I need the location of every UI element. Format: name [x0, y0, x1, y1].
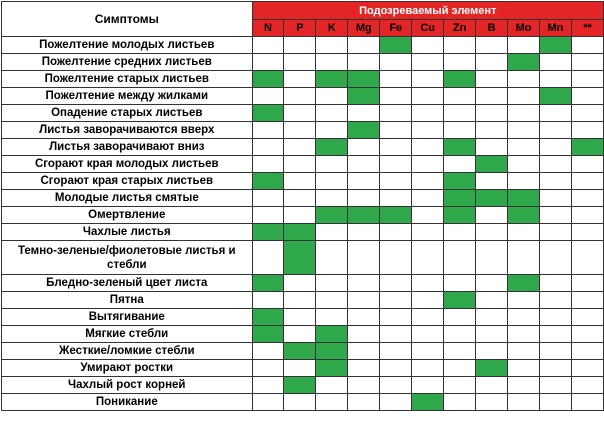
- indicator-cell-b: [476, 377, 508, 394]
- indicator-cell-mo: [508, 377, 540, 394]
- indicator-cell-mg: [348, 207, 380, 224]
- indicator-cell-n: [252, 139, 284, 156]
- indicator-cell-b: [476, 394, 508, 411]
- indicator-cell-fe: [380, 122, 412, 139]
- indicator-cell-mn: [539, 309, 571, 326]
- indicator-cell-b: [476, 37, 508, 54]
- element-header-p: P: [284, 20, 316, 37]
- indicator-cell-b: [476, 156, 508, 173]
- indicator-cell-cu: [412, 71, 444, 88]
- element-header-other: **: [571, 20, 603, 37]
- indicator-cell-k: [316, 156, 348, 173]
- indicator-cell-zn: [444, 377, 476, 394]
- symptom-label: Пожелтение молодых листьев: [2, 37, 253, 54]
- indicator-cell-fe: [380, 173, 412, 190]
- table-row: [2, 377, 604, 394]
- element-header-mo: Mo: [508, 20, 540, 37]
- indicator-cell-n: [252, 343, 284, 360]
- indicator-cell-n: [252, 54, 284, 71]
- indicator-cell-mg: [348, 377, 380, 394]
- indicator-cell-mo: [508, 224, 540, 241]
- indicator-cell-n: [252, 292, 284, 309]
- indicator-cell-fe: [380, 309, 412, 326]
- symptom-label: Молодые листья смятые: [2, 190, 253, 207]
- indicator-cell-k: [316, 241, 348, 275]
- indicator-cell-mo: [508, 343, 540, 360]
- indicator-cell-mo: [508, 360, 540, 377]
- indicator-cell-k: [316, 54, 348, 71]
- indicator-cell-zn: [444, 224, 476, 241]
- indicator-cell-mg: [348, 173, 380, 190]
- indicator-cell-cu: [412, 275, 444, 292]
- symptom-label: Умирают ростки: [2, 360, 253, 377]
- indicator-cell-other: [571, 139, 603, 156]
- indicator-cell-other: [571, 326, 603, 343]
- indicator-cell-cu: [412, 88, 444, 105]
- suspected-element-header: Подозреваемый элемент: [252, 2, 603, 20]
- indicator-cell-mg: [348, 37, 380, 54]
- indicator-cell-other: [571, 207, 603, 224]
- indicator-cell-other: [571, 360, 603, 377]
- indicator-cell-zn: [444, 326, 476, 343]
- indicator-cell-p: [284, 190, 316, 207]
- table-row: [2, 122, 604, 139]
- indicator-cell-p: [284, 88, 316, 105]
- indicator-cell-zn: [444, 309, 476, 326]
- indicator-cell-k: [316, 224, 348, 241]
- symptoms-header: Симптомы: [2, 2, 253, 37]
- indicator-cell-p: [284, 71, 316, 88]
- indicator-cell-cu: [412, 309, 444, 326]
- symptom-label: Пожелтение средних листьев: [2, 54, 253, 71]
- indicator-cell-other: [571, 224, 603, 241]
- indicator-cell-other: [571, 88, 603, 105]
- indicator-cell-p: [284, 224, 316, 241]
- symptom-label: Листья заворачивают вниз: [2, 139, 253, 156]
- indicator-cell-other: [571, 105, 603, 122]
- indicator-cell-mo: [508, 139, 540, 156]
- symptom-label: Чахлые листья: [2, 224, 253, 241]
- indicator-cell-mo: [508, 71, 540, 88]
- indicator-cell-other: [571, 156, 603, 173]
- indicator-cell-fe: [380, 139, 412, 156]
- indicator-cell-cu: [412, 207, 444, 224]
- indicator-cell-mg: [348, 275, 380, 292]
- table-row: [2, 275, 604, 292]
- indicator-cell-b: [476, 71, 508, 88]
- indicator-cell-other: [571, 343, 603, 360]
- indicator-cell-k: [316, 377, 348, 394]
- indicator-cell-n: [252, 394, 284, 411]
- indicator-cell-b: [476, 224, 508, 241]
- indicator-cell-k: [316, 360, 348, 377]
- indicator-cell-k: [316, 71, 348, 88]
- indicator-cell-zn: [444, 241, 476, 275]
- indicator-cell-zn: [444, 54, 476, 71]
- symptom-label: Чахлый рост корней: [2, 377, 253, 394]
- indicator-cell-mn: [539, 190, 571, 207]
- indicator-cell-cu: [412, 156, 444, 173]
- table-row: [2, 309, 604, 326]
- indicator-cell-mg: [348, 105, 380, 122]
- indicator-cell-other: [571, 377, 603, 394]
- indicator-cell-n: [252, 241, 284, 275]
- indicator-cell-b: [476, 309, 508, 326]
- indicator-cell-b: [476, 105, 508, 122]
- indicator-cell-zn: [444, 88, 476, 105]
- indicator-cell-mn: [539, 54, 571, 71]
- indicator-cell-fe: [380, 377, 412, 394]
- indicator-cell-k: [316, 207, 348, 224]
- indicator-cell-p: [284, 377, 316, 394]
- indicator-cell-zn: [444, 394, 476, 411]
- indicator-cell-other: [571, 292, 603, 309]
- indicator-cell-cu: [412, 105, 444, 122]
- symptom-label: Жесткие/ломкие стебли: [2, 343, 253, 360]
- indicator-cell-mo: [508, 292, 540, 309]
- indicator-cell-other: [571, 71, 603, 88]
- indicator-cell-mo: [508, 54, 540, 71]
- indicator-cell-fe: [380, 190, 412, 207]
- table-row: [2, 105, 604, 122]
- indicator-cell-mo: [508, 241, 540, 275]
- table-row: [2, 360, 604, 377]
- indicator-cell-n: [252, 275, 284, 292]
- indicator-cell-k: [316, 37, 348, 54]
- indicator-cell-fe: [380, 360, 412, 377]
- indicator-cell-zn: [444, 139, 476, 156]
- indicator-cell-p: [284, 122, 316, 139]
- indicator-cell-cu: [412, 173, 444, 190]
- indicator-cell-mn: [539, 173, 571, 190]
- indicator-cell-b: [476, 173, 508, 190]
- indicator-cell-mg: [348, 71, 380, 88]
- indicator-cell-other: [571, 241, 603, 275]
- indicator-cell-zn: [444, 207, 476, 224]
- indicator-cell-mn: [539, 394, 571, 411]
- indicator-cell-other: [571, 275, 603, 292]
- indicator-cell-mg: [348, 122, 380, 139]
- indicator-cell-p: [284, 173, 316, 190]
- indicator-cell-n: [252, 122, 284, 139]
- indicator-cell-mo: [508, 173, 540, 190]
- indicator-cell-other: [571, 309, 603, 326]
- indicator-cell-fe: [380, 37, 412, 54]
- indicator-cell-n: [252, 156, 284, 173]
- indicator-cell-zn: [444, 360, 476, 377]
- indicator-cell-mo: [508, 309, 540, 326]
- indicator-cell-other: [571, 37, 603, 54]
- indicator-cell-k: [316, 326, 348, 343]
- indicator-cell-b: [476, 139, 508, 156]
- indicator-cell-zn: [444, 190, 476, 207]
- indicator-cell-fe: [380, 292, 412, 309]
- indicator-cell-k: [316, 275, 348, 292]
- indicator-cell-mn: [539, 88, 571, 105]
- indicator-cell-fe: [380, 105, 412, 122]
- symptoms-table: [1, 1, 604, 411]
- indicator-cell-zn: [444, 156, 476, 173]
- indicator-cell-cu: [412, 292, 444, 309]
- indicator-cell-mo: [508, 207, 540, 224]
- indicator-cell-mo: [508, 156, 540, 173]
- indicator-cell-other: [571, 54, 603, 71]
- table-row: [2, 343, 604, 360]
- indicator-cell-cu: [412, 394, 444, 411]
- indicator-cell-b: [476, 275, 508, 292]
- indicator-cell-p: [284, 241, 316, 275]
- symptom-label: Пожелтение между жилками: [2, 88, 253, 105]
- symptom-label: Поникание: [2, 394, 253, 411]
- indicator-cell-b: [476, 326, 508, 343]
- indicator-cell-n: [252, 173, 284, 190]
- symptom-label: Омертвление: [2, 207, 253, 224]
- symptom-label: Мягкие стебли: [2, 326, 253, 343]
- indicator-cell-p: [284, 309, 316, 326]
- indicator-cell-n: [252, 224, 284, 241]
- indicator-cell-fe: [380, 343, 412, 360]
- indicator-cell-fe: [380, 71, 412, 88]
- indicator-cell-mo: [508, 275, 540, 292]
- indicator-cell-n: [252, 377, 284, 394]
- element-header-mn: Mn: [539, 20, 571, 37]
- indicator-cell-k: [316, 190, 348, 207]
- indicator-cell-b: [476, 207, 508, 224]
- symptom-label: Сгорают края молодых листьев: [2, 156, 253, 173]
- indicator-cell-b: [476, 241, 508, 275]
- indicator-cell-mo: [508, 190, 540, 207]
- indicator-cell-mg: [348, 292, 380, 309]
- symptom-label: Пятна: [2, 292, 253, 309]
- table-row: [2, 54, 604, 71]
- indicator-cell-b: [476, 122, 508, 139]
- indicator-cell-b: [476, 190, 508, 207]
- indicator-cell-cu: [412, 377, 444, 394]
- indicator-cell-mn: [539, 71, 571, 88]
- indicator-cell-n: [252, 190, 284, 207]
- indicator-cell-p: [284, 275, 316, 292]
- indicator-cell-cu: [412, 224, 444, 241]
- indicator-cell-n: [252, 71, 284, 88]
- indicator-cell-mn: [539, 326, 571, 343]
- indicator-cell-other: [571, 122, 603, 139]
- indicator-cell-fe: [380, 394, 412, 411]
- table-row: [2, 207, 604, 224]
- table-row: [2, 241, 604, 275]
- indicator-cell-b: [476, 88, 508, 105]
- indicator-cell-k: [316, 122, 348, 139]
- indicator-cell-mn: [539, 224, 571, 241]
- table-row: [2, 326, 604, 343]
- indicator-cell-cu: [412, 241, 444, 275]
- indicator-cell-p: [284, 343, 316, 360]
- indicator-cell-cu: [412, 122, 444, 139]
- indicator-cell-mo: [508, 37, 540, 54]
- indicator-cell-mo: [508, 88, 540, 105]
- indicator-cell-mg: [348, 54, 380, 71]
- indicator-cell-cu: [412, 54, 444, 71]
- indicator-cell-k: [316, 88, 348, 105]
- indicator-cell-fe: [380, 88, 412, 105]
- indicator-cell-fe: [380, 54, 412, 71]
- symptom-label: Листья заворачиваются вверх: [2, 122, 253, 139]
- indicator-cell-mg: [348, 224, 380, 241]
- indicator-cell-p: [284, 360, 316, 377]
- indicator-cell-cu: [412, 37, 444, 54]
- indicator-cell-mg: [348, 241, 380, 275]
- indicator-cell-p: [284, 207, 316, 224]
- element-header-cu: Cu: [412, 20, 444, 37]
- indicator-cell-b: [476, 54, 508, 71]
- indicator-cell-mn: [539, 139, 571, 156]
- table-row: [2, 71, 604, 88]
- indicator-cell-mn: [539, 105, 571, 122]
- indicator-cell-k: [316, 105, 348, 122]
- indicator-cell-mn: [539, 241, 571, 275]
- indicator-cell-k: [316, 292, 348, 309]
- indicator-cell-n: [252, 360, 284, 377]
- indicator-cell-mo: [508, 394, 540, 411]
- indicator-cell-p: [284, 326, 316, 343]
- table-row: [2, 139, 604, 156]
- indicator-cell-mn: [539, 37, 571, 54]
- indicator-cell-mn: [539, 377, 571, 394]
- indicator-cell-n: [252, 105, 284, 122]
- indicator-cell-fe: [380, 156, 412, 173]
- indicator-cell-zn: [444, 292, 476, 309]
- indicator-cell-mg: [348, 139, 380, 156]
- indicator-cell-zn: [444, 105, 476, 122]
- indicator-cell-cu: [412, 139, 444, 156]
- indicator-cell-k: [316, 343, 348, 360]
- indicator-cell-mn: [539, 292, 571, 309]
- indicator-cell-mo: [508, 326, 540, 343]
- symptom-label: Пожелтение старых листьев: [2, 71, 253, 88]
- indicator-cell-b: [476, 360, 508, 377]
- indicator-cell-p: [284, 54, 316, 71]
- element-header-n: N: [252, 20, 284, 37]
- indicator-cell-p: [284, 394, 316, 411]
- indicator-cell-mo: [508, 122, 540, 139]
- table-body: [2, 37, 604, 411]
- table-row: [2, 156, 604, 173]
- indicator-cell-b: [476, 292, 508, 309]
- indicator-cell-mn: [539, 207, 571, 224]
- indicator-cell-mn: [539, 275, 571, 292]
- indicator-cell-mg: [348, 394, 380, 411]
- indicator-cell-n: [252, 88, 284, 105]
- indicator-cell-k: [316, 394, 348, 411]
- table-row: [2, 394, 604, 411]
- indicator-cell-mn: [539, 122, 571, 139]
- indicator-cell-k: [316, 309, 348, 326]
- indicator-cell-zn: [444, 343, 476, 360]
- indicator-cell-other: [571, 173, 603, 190]
- indicator-cell-fe: [380, 326, 412, 343]
- table-row: [2, 88, 604, 105]
- indicator-cell-fe: [380, 275, 412, 292]
- indicator-cell-zn: [444, 122, 476, 139]
- element-header-k: K: [316, 20, 348, 37]
- indicator-cell-p: [284, 105, 316, 122]
- indicator-cell-mg: [348, 343, 380, 360]
- indicator-cell-mg: [348, 326, 380, 343]
- indicator-cell-mg: [348, 360, 380, 377]
- indicator-cell-p: [284, 139, 316, 156]
- table-row: [2, 224, 604, 241]
- indicator-cell-zn: [444, 275, 476, 292]
- indicator-cell-n: [252, 326, 284, 343]
- indicator-cell-p: [284, 156, 316, 173]
- indicator-cell-mn: [539, 360, 571, 377]
- symptom-label: Опадение старых листьев: [2, 105, 253, 122]
- indicator-cell-n: [252, 37, 284, 54]
- indicator-cell-cu: [412, 190, 444, 207]
- indicator-cell-k: [316, 173, 348, 190]
- indicator-cell-fe: [380, 241, 412, 275]
- indicator-cell-p: [284, 37, 316, 54]
- element-header-b: B: [476, 20, 508, 37]
- element-header-zn: Zn: [444, 20, 476, 37]
- indicator-cell-cu: [412, 343, 444, 360]
- indicator-cell-mg: [348, 156, 380, 173]
- indicator-cell-zn: [444, 71, 476, 88]
- symptom-label: Сгорают края старых листьев: [2, 173, 253, 190]
- indicator-cell-n: [252, 309, 284, 326]
- indicator-cell-fe: [380, 207, 412, 224]
- indicator-cell-mn: [539, 343, 571, 360]
- table-row: [2, 292, 604, 309]
- indicator-cell-mg: [348, 190, 380, 207]
- indicator-cell-zn: [444, 173, 476, 190]
- indicator-cell-other: [571, 190, 603, 207]
- indicator-cell-other: [571, 394, 603, 411]
- indicator-cell-n: [252, 207, 284, 224]
- element-header-fe: Fe: [380, 20, 412, 37]
- table-row: [2, 190, 604, 207]
- table-row: [2, 173, 604, 190]
- symptom-label: Бледно-зеленый цвет листа: [2, 275, 253, 292]
- symptom-label: Вытягивание: [2, 309, 253, 326]
- indicator-cell-p: [284, 292, 316, 309]
- table-row: [2, 37, 604, 54]
- indicator-cell-k: [316, 139, 348, 156]
- indicator-cell-mn: [539, 156, 571, 173]
- indicator-cell-b: [476, 343, 508, 360]
- indicator-cell-cu: [412, 360, 444, 377]
- indicator-cell-mg: [348, 309, 380, 326]
- element-header-mg: Mg: [348, 20, 380, 37]
- indicator-cell-mo: [508, 105, 540, 122]
- symptom-label: Темно-зеленые/фиолетовые листья и стебли: [2, 241, 253, 275]
- indicator-cell-fe: [380, 224, 412, 241]
- indicator-cell-cu: [412, 326, 444, 343]
- indicator-cell-zn: [444, 37, 476, 54]
- indicator-cell-mg: [348, 88, 380, 105]
